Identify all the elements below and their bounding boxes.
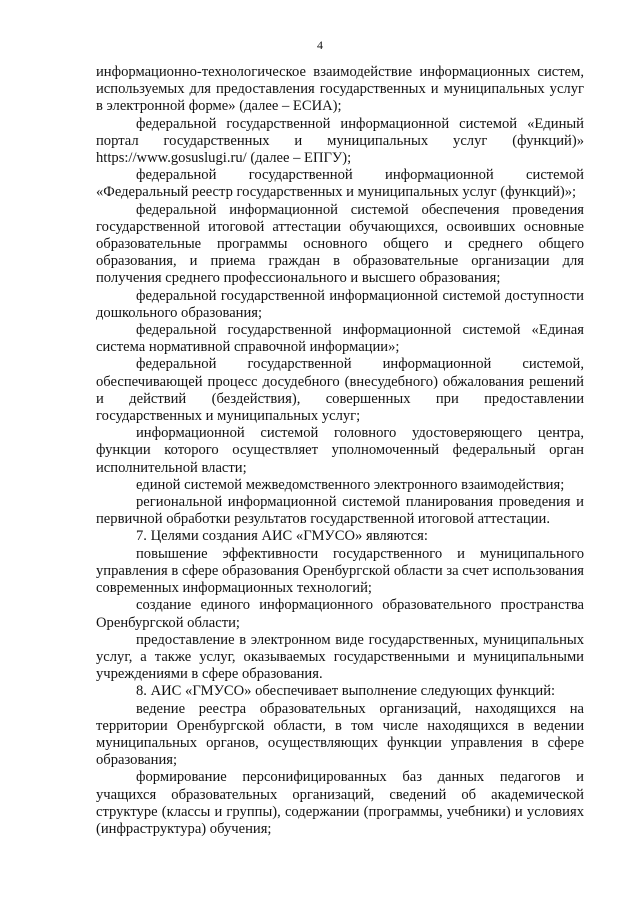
paragraph-federal-registry: федеральной государственной информационной системой «Федеральный реестр государственных и муниципальных услуг (функций)»; (96, 167, 584, 201)
page-number: 4 (317, 38, 323, 52)
paragraph-regional-gia: региональной информационной системой планирования проведения и первичной обработки результатов государственной итоговой аттестации. (96, 494, 584, 528)
paragraph-function-databases: формирование персонифицированных баз данных педагогов и учащихся образовательных организаций, сведений об академической структуре (классы и группы), содержании (программы, учебники) и условиях (инфраструктура) обучения; (96, 769, 584, 837)
paragraph-certificate-center: информационной системой головного удостоверяющего центра, функции которого осуществляет уполномоченный федеральный орган исполнительной власти; (96, 425, 584, 476)
paragraph-goal-space: создание единого информационного образовательного пространства Оренбургской области; (96, 597, 584, 631)
paragraph-function-registry: ведение реестра образовательных организаций, находящихся на территории Оренбургской области, в том числе находящихся в ведении муниципальных органов, осуществляющих функции управления в сфере образования; (96, 700, 584, 769)
paragraph-esia: информационно-технологическое взаимодействие информационных систем, используемых для предоставления государственных и муниципальных услуг в электронной форме» (далее – ЕСИА); (96, 64, 584, 115)
paragraph-goal-services: предоставление в электронном виде государственных, муниципальных услуг, а также услуг, оказываемых государственными и муниципальными учреждениями в сфере образования. (96, 631, 584, 683)
document-body (96, 64, 584, 838)
paragraph-goal-efficiency: повышение эффективности государственного и муниципального управления в сфере образования Оренбургской области за счет использования современных информационных технологий; (96, 545, 584, 597)
section-7-heading: 7. Целями создания АИС «ГМУСО» являются: (136, 528, 428, 545)
paragraph-smev: единой системой межведомственного электронного взаимодействия; (136, 476, 565, 493)
paragraph-epgu: федеральной государственной информационной системой «Единый портал государственных и муниципальных услуг (функций)» https://www.gosuslugi.ru/ (далее – ЕПГУ); (96, 115, 584, 167)
paragraph-nsi-system: федеральной государственной информационной системой «Единая система нормативной справочной информации»; (96, 322, 584, 356)
paragraph-appeals-system: федеральной государственной информационной системой, обеспечивающей процесс досудебного (внесудебного) обжалования решений и действий (бездействия), совершенных при предоставлении государственных и муниципальных услуг; (96, 356, 584, 425)
paragraph-preschool-access: федеральной государственной информационной системой доступности дошкольного образования; (96, 287, 584, 321)
section-8-heading: 8. АИС «ГМУСО» обеспечивает выполнение следующих функций: (136, 683, 556, 700)
paragraph-gia-system: федеральной информационной системой обеспечения проведения государственной итоговой аттестации обучающихся, освоивших основные образовательные программы основного общего и среднего общего образования, и приема граждан в образовательные организации для получения среднего профессионального и высшего образования; (96, 201, 584, 287)
